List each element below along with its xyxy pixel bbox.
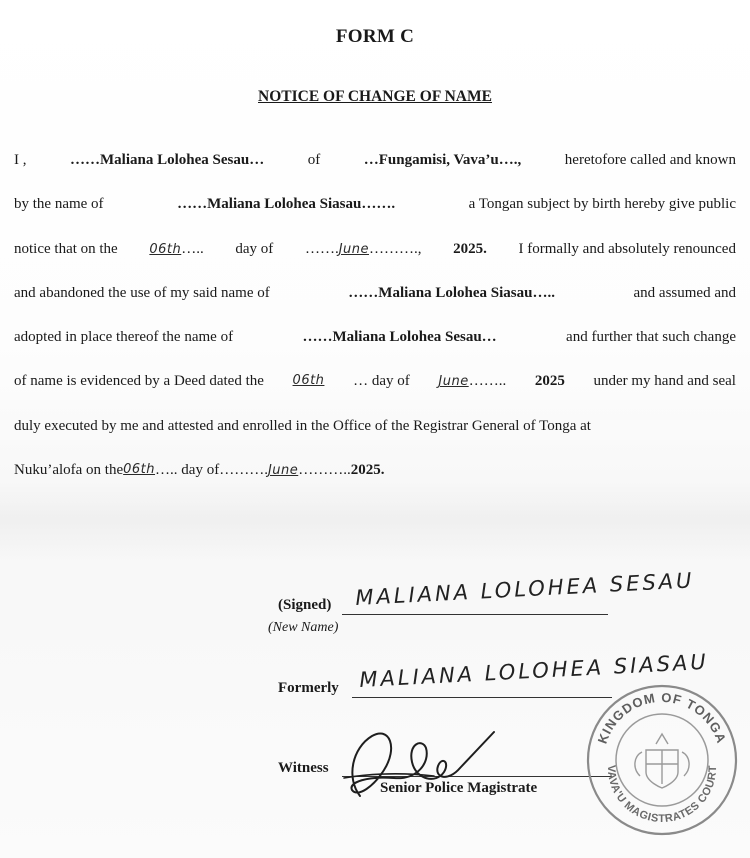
new-name-field: ……Maliana Lolohea Sesau… xyxy=(302,329,497,346)
dots: ……. xyxy=(304,240,339,257)
text-segment: of xyxy=(307,152,321,168)
text-segment: notice that on the xyxy=(14,240,118,257)
handwritten-day: 06th xyxy=(149,241,182,257)
court-seal-stamp xyxy=(582,680,742,840)
text-segment: ….. day of xyxy=(155,462,220,479)
signed-line xyxy=(342,614,608,615)
text-segment: duly executed by me and attested and enrolled in the Office of the Registrar General of Tonga at xyxy=(14,417,591,434)
old-name-field: ……Maliana Lolohea Siasau….. xyxy=(348,284,555,301)
text-segment: of name is evidenced by a Deed dated the xyxy=(14,373,264,390)
text-segment: day of xyxy=(235,240,274,257)
signed-label: (Signed) xyxy=(278,597,332,613)
witness-title: Senior Police Magistrate xyxy=(380,780,538,796)
text-segment: heretofore called and known xyxy=(564,152,736,168)
handwritten-month: June xyxy=(338,241,369,257)
crest-icon xyxy=(635,734,689,788)
text-segment: and assumed and xyxy=(633,284,736,301)
text-segment: and further that such change xyxy=(566,329,736,346)
witness-signature-scribble xyxy=(338,718,508,808)
year-field: 2025. xyxy=(350,462,385,479)
seal-top-text: KINGDOM OF TONGA xyxy=(594,689,730,746)
dots: ………. xyxy=(219,462,268,479)
seal-bottom-text: VAVA'U MAGISTRATES COURT xyxy=(604,764,720,826)
text-segment: and abandoned the use of my said name of xyxy=(14,284,270,301)
new-name-caption: (New Name) xyxy=(268,620,339,635)
svg-text:KINGDOM OF TONGA xyxy=(595,690,730,746)
signature-former-name: MALIANA LOLOHEA SIASAU xyxy=(358,649,710,692)
formerly-label: Formerly xyxy=(278,680,339,696)
handwritten-month: June xyxy=(267,463,299,479)
dots: ……….. xyxy=(298,462,351,479)
witness-label: Witness xyxy=(278,760,329,776)
text-segment: a Tongan subject by birth hereby give public xyxy=(468,196,736,213)
new-name-field: ……Maliana Lolohea Sesau… xyxy=(70,152,265,168)
year-field: 2025. xyxy=(453,240,487,257)
handwritten-month: June xyxy=(438,374,469,390)
document-title: NOTICE OF CHANGE OF NAME xyxy=(258,88,492,105)
form-label: FORM C xyxy=(335,26,415,47)
dots: ….. xyxy=(181,240,204,257)
signature-new-name: MALIANA LOLOHEA SESAU xyxy=(354,568,695,610)
text-segment: Nuku’alofa on the xyxy=(14,462,124,479)
old-name-field: ……Maliana Lolohea Siasau……. xyxy=(177,196,396,213)
text-segment: under my hand and seal xyxy=(593,373,736,390)
place-field: …Fungamisi, Vava’u…., xyxy=(363,152,522,168)
dots: ………., xyxy=(369,240,422,257)
formerly-line xyxy=(352,697,612,698)
year-field: 2025 xyxy=(534,373,565,390)
text-segment: … day of xyxy=(353,373,410,390)
text-segment: I formally and absolutely renounced xyxy=(518,240,736,257)
handwritten-day: 06th xyxy=(292,373,325,389)
handwritten-day: 06th xyxy=(123,462,156,478)
text-segment: I , xyxy=(14,152,27,168)
dots: …….. xyxy=(468,373,507,390)
text-segment: adopted in place thereof the name of xyxy=(14,329,234,346)
text-segment: by the name of xyxy=(14,196,104,213)
